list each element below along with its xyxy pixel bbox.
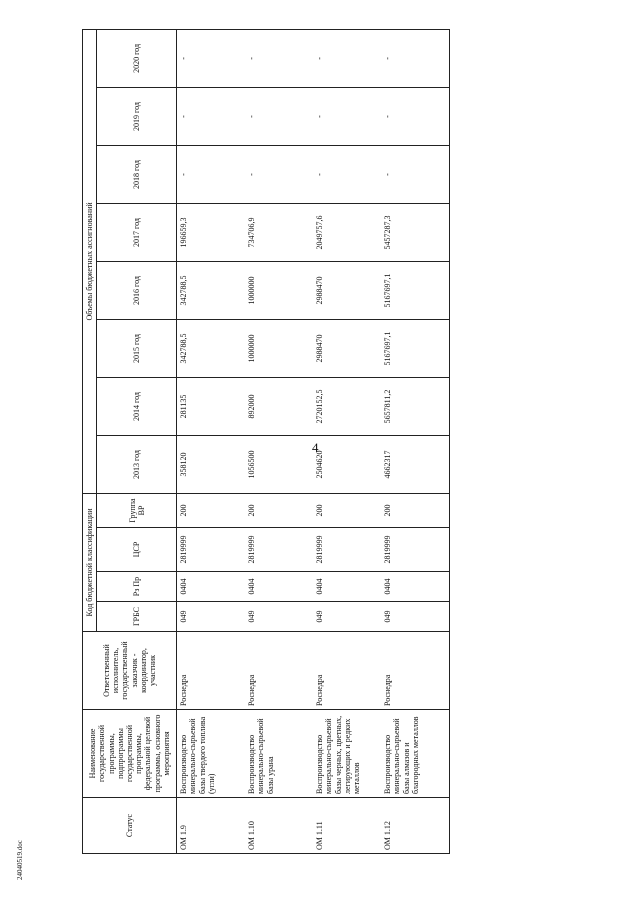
cell-value: 196659,3 [177,203,246,261]
cell-vr: 200 [177,493,246,527]
cell-grbs: 049 [245,602,313,632]
cell-responsible: Роснедра [177,632,246,710]
cell-value: 4662317 [381,435,450,493]
cell-value: 2720152,5 [313,377,381,435]
header-volumes: Объемы бюджетных ассигнований [83,29,97,493]
header-csr: ЦСР [97,528,177,572]
cell-value: 2988470 [313,261,381,319]
cell-value: - [177,29,246,87]
cell-value: - [245,29,313,87]
cell-value: - [245,145,313,203]
cell-status: ОМ 1.12 [381,798,450,854]
cell-csr: 2819999 [381,528,450,572]
table-row [245,29,313,853]
header-name: Наименование государственной программы, подпрограммы государственной программы, федеральной целевой программы, основного мероприятия [83,710,177,798]
cell-vr: 200 [245,493,313,527]
header-vr: Группа ВР [97,493,177,527]
cell-status: ОМ 1.10 [245,798,313,854]
cell-value: - [381,145,450,203]
table-row [381,29,450,853]
header-year: 2014 год [97,377,177,435]
cell-rzpr: 0404 [381,572,450,602]
cell-value: 342788,5 [177,319,246,377]
header-year: 2013 год [97,435,177,493]
cell-value: 2049757,6 [313,203,381,261]
cell-status: ОМ 1.11 [313,798,381,854]
cell-name: Воспроизводство минерально-сырьевой базы алмазов и благородных металлов [381,710,450,798]
table-row [177,29,246,853]
cell-name: Воспроизводство минерально-сырьевой базы твердого топлива (угли) [177,710,246,798]
cell-value: 5657811,2 [381,377,450,435]
header-grbs: ГРБС [97,602,177,632]
cell-vr: 200 [381,493,450,527]
cell-value: - [313,87,381,145]
cell-value: - [313,29,381,87]
cell-value: 1000000 [245,261,313,319]
table-row [313,29,381,853]
cell-name: Воспроизводство минерально-сырьевой базы урана [245,710,313,798]
cell-value: - [313,145,381,203]
header-year: 2015 год [97,319,177,377]
cell-csr: 2819999 [313,528,381,572]
header-responsible: Ответственный исполнитель, государственный заказчик - координатор, участник [83,632,177,710]
header-year: 2016 год [97,261,177,319]
page-number: 4 [312,440,319,455]
cell-value: - [381,29,450,87]
cell-value: 281135 [177,377,246,435]
header-year: 2019 год [97,87,177,145]
document-id: 24040519.doc [16,840,24,880]
cell-responsible: Роснедра [245,632,313,710]
cell-name: Воспроизводство минерально-сырьевой базы черных, цветных, легирующих и редких металлов [313,710,381,798]
cell-status: ОМ 1.9 [177,798,246,854]
header-year: 2018 год [97,145,177,203]
cell-value: 342788,5 [177,261,246,319]
cell-value: 892000 [245,377,313,435]
cell-value: - [177,87,246,145]
header-year: 2017 год [97,203,177,261]
cell-rzpr: 0404 [177,572,246,602]
cell-value: 1000000 [245,319,313,377]
rotated-table [82,32,592,854]
cell-value: - [245,87,313,145]
cell-rzpr: 0404 [245,572,313,602]
cell-value: 1056500 [245,435,313,493]
cell-value: 734706,9 [245,203,313,261]
cell-value: 5457287,3 [381,203,450,261]
budget-table [82,29,450,854]
cell-responsible: Роснедра [381,632,450,710]
cell-value: 2988470 [313,319,381,377]
cell-grbs: 049 [313,602,381,632]
header-status: Статус [83,798,177,854]
cell-csr: 2819999 [177,528,246,572]
cell-value: - [381,87,450,145]
header-rzpr: Рз Пр [97,572,177,602]
cell-csr: 2819999 [245,528,313,572]
cell-grbs: 049 [381,602,450,632]
cell-vr: 200 [313,493,381,527]
cell-value: 2504620 [313,435,381,493]
rotated-table-frame [82,32,592,854]
cell-rzpr: 0404 [313,572,381,602]
cell-grbs: 049 [177,602,246,632]
cell-value: 5167697,1 [381,261,450,319]
header-budget-code: Код бюджетной классификации [83,493,97,631]
cell-value: - [177,145,246,203]
cell-value: 5167697,1 [381,319,450,377]
cell-responsible: Роснедра [313,632,381,710]
header-year: 2020 год [97,29,177,87]
cell-value: 358120 [177,435,246,493]
